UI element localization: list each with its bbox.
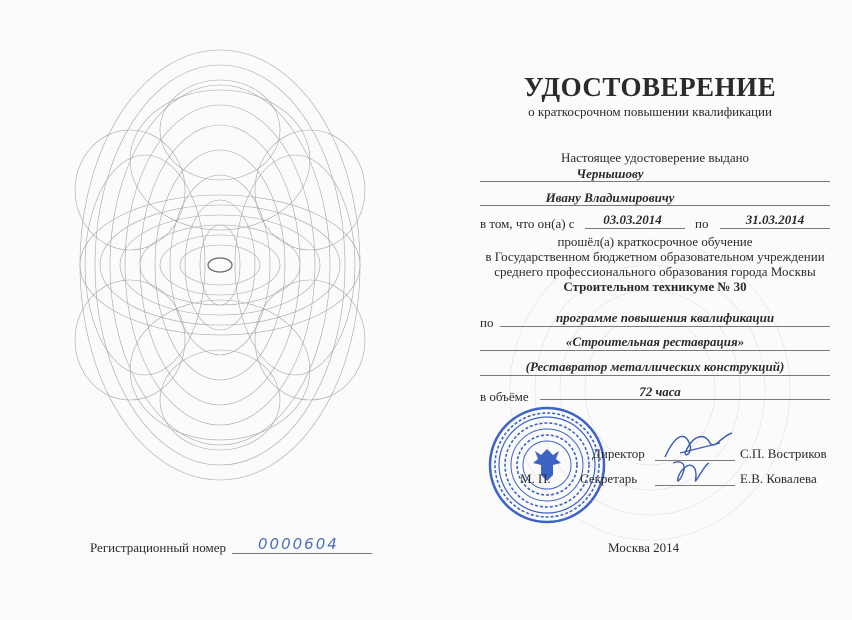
date-to: 31.03.2014 <box>745 212 805 227</box>
secretary-signature <box>665 455 715 490</box>
city-year: Москва 2014 <box>608 540 680 555</box>
certificate-subtitle: о краткосрочном повышении квалификации <box>528 104 772 119</box>
registration-label: Регистрационный номер <box>90 540 226 555</box>
passed-text: прошёл(а) краткосрочное обучение <box>557 234 753 249</box>
secretary-name: Е.В. Ковалева <box>740 471 817 486</box>
program-type-line <box>500 326 830 327</box>
issued-to-label: Настоящее удостоверение выдано <box>560 150 750 165</box>
director-label: Директор <box>592 446 645 461</box>
date-to-line <box>720 228 830 229</box>
name-line <box>480 205 830 206</box>
secretary-label: Секретарь <box>580 471 638 486</box>
period-to: по <box>695 216 709 231</box>
institution-line-1: в Государственном бюджетном образовательном учреждении <box>485 249 825 264</box>
given-name: Ивану Владимировичу <box>545 190 675 205</box>
institution-name: Строительном техникуме № 30 <box>563 279 747 294</box>
date-from: 03.03.2014 <box>603 212 662 227</box>
period-prefix: в том, что он(а) с <box>480 216 575 231</box>
program-name: «Строительная реставрация» <box>565 334 745 349</box>
certificate-title: УДОСТОВЕРЕНИЕ <box>523 72 777 102</box>
official-stamp <box>487 405 607 525</box>
surname: Чернышову <box>576 166 644 181</box>
registration-number: 0000604 <box>258 535 339 553</box>
volume-line <box>540 399 830 400</box>
program-type: программе повышения квалификации <box>555 310 775 325</box>
date-from-line <box>585 228 685 229</box>
program-name-line <box>480 350 830 351</box>
program-specialization: (Реставратор металлических конструкций) <box>525 359 785 374</box>
volume-prefix: в объёме <box>480 389 529 404</box>
registration-line <box>232 553 372 554</box>
program-prefix: по <box>480 315 494 330</box>
specialization-line <box>480 375 830 376</box>
volume-value: 72 часа <box>639 384 681 399</box>
mp-label: М. П. <box>520 471 551 486</box>
surname-line <box>480 181 830 182</box>
institution-line-2: среднего профессионального образования города Москвы <box>494 264 816 279</box>
guilloche-ornament <box>70 40 370 490</box>
director-name: С.П. Востриков <box>740 446 827 461</box>
